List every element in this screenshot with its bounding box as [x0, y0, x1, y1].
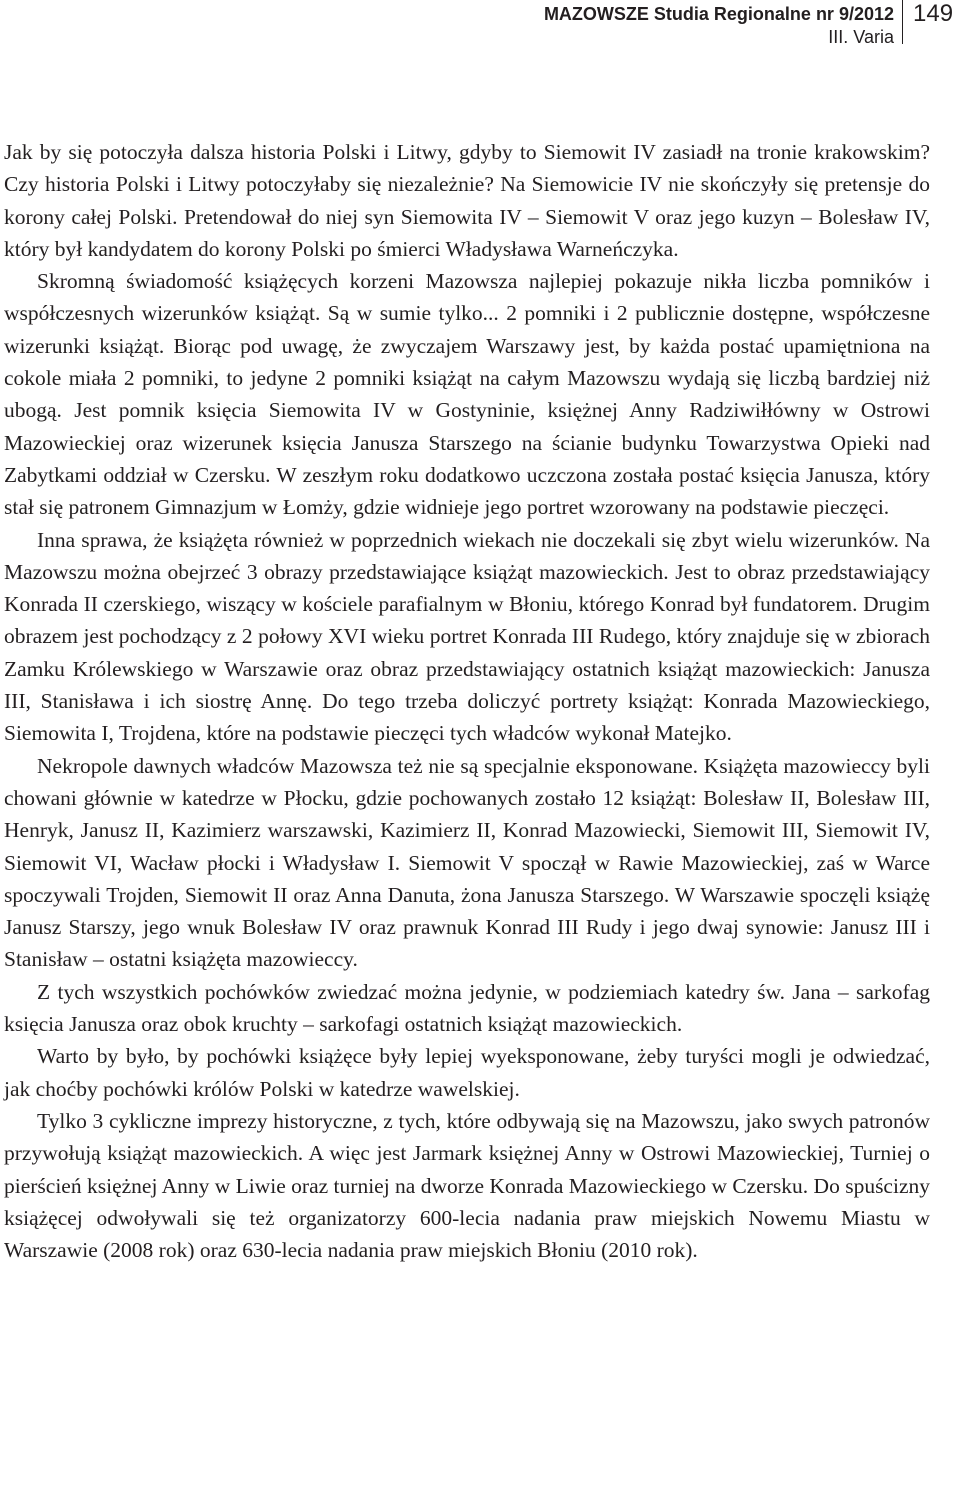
page-number: 149 [913, 0, 954, 27]
paragraph-5: Z tych wszystkich pochówków zwiedzać można jedynie, w podziemiach katedry św. Jana – sarkofag księcia Janusza oraz obok kruchty – sarkofagi ostatnich książąt mazowieckich. [4, 979, 930, 1037]
paragraph-3: Inna sprawa, że książęta również w poprzednich wiekach nie doczekali się zbyt wielu wizerunków. Na Mazowszu można obejrzeć 3 obrazy przedstawiające książąt mazowieckich. Jest to obraz przedstawiający Konrada II czerskiego, wiszący w kościele parafialnym w Błoniu, którego Konrad był fundatorem. Drugim obrazem jest pochodzący z 2 połowy XVI wieku portret Konrada III Rudego, który znajduje się w zbiorach Zamku Królewskiego w Warszawie oraz obraz przedstawiający ostatnich książąt mazowieckich: Janusza III, Stanisława i ich siostrę Annę. Do tego trzeba doliczyć portrety książąt: Konrada Mazowieckiego, Siemowita I, Trojdena, które na podstawie pieczęci tych władców wykonał Matejko. [4, 527, 930, 746]
running-header [0, 0, 960, 50]
header-text [544, 3, 894, 49]
section-name: III. Varia [828, 27, 894, 47]
paragraph-6: Warto by było, by pochówki książęce były lepiej wyeksponowane, żeby turyści mogli je odwiedzać, jak choćby pochówki królów Polski w katedrze wawelskiej. [4, 1044, 930, 1101]
header-divider [902, 0, 903, 44]
article-body [4, 136, 930, 1266]
paragraph-7: Tylko 3 cykliczne imprezy historyczne, z tych, które odbywają się na Mazowszu, jako swych patronów przywołują książąt mazowieckich. A więc jest Jarmark księżnej Anny w Ostrowi Mazowieckiej, Turniej o pierścień księżnej Anny w Liwie oraz turniej na dworze Konrada Mazowieckiego w Czersku. Do spuścizny książęcej odwoływali się też organizatorzy 600-lecia nadania praw miejskich Nowemu Miastu w Warszawie (2008 rok) oraz 630-lecia nadania praw miejskich Błoniu (2010 rok). [4, 1108, 930, 1263]
paragraph-1: Jak by się potoczyła dalsza historia Polski i Litwy, gdyby to Siemowit IV zasiadł na tronie krakowskim? Czy historia Polski i Litwy potoczyłaby się niezależnie? Na Siemowicie IV nie skończyły się pretensje do korony całej Polski. Pretendował do niej syn Siemowita IV – Siemowit V oraz jego kuzyn – Bolesław IV, który był kandydatem do korony Polski po śmierci Władysława Warneńczyka. [4, 140, 930, 261]
paragraph-2: Skromną świadomość książęcych korzeni Mazowsza najlepiej pokazuje nikła liczba pomników i współczesnych wizerunków książąt. Są w sumie tylko... 2 pomniki i 2 publicznie dostępne, współczesne wizerunki książąt. Biorąc pod uwagę, że zwyczajem Warszawy jest, by każda postać upamiętniona na cokole miała 2 pomniki, to jedyne 2 pomniki książąt na całym Mazowszu wydają się liczbą bardziej niż ubogą. Jest pomnik księcia Siemowita IV w Gostyninie, księżnej Anny Radziwiłłówny w Ostrowi Mazowieckiej oraz wizerunek księcia Janusza Starszego na ścianie budynku Towarzystwa Opieki nad Zabytkami oddział w Czersku. W zeszłym roku dodatkowo uczczona została postać księcia Janusza, który stał się patronem Gimnazjum w Łomży, gdzie widnieje jego portret wzorowany na podstawie pieczęci. [4, 269, 930, 520]
journal-title: MAZOWSZE Studia Regionalne nr 9/2012 [543, 4, 894, 24]
paragraph-4: Nekropole dawnych władców Mazowsza też nie są specjalnie eksponowane. Książęta mazowieccy byli chowani głównie w katedrze w Płocku, gdzie pochowanych zostało 12 książąt: Bolesław II, Bolesław III, Henryk, Janusz II, Kazimierz warszawski, Kazimierz II, Konrad Mazowiecki, Siemowit III, Siemowit IV, Siemowit VI, Wacław płocki i Władysław I. Siemowit V spoczął w Rawie Mazowieckiej, zaś w Warce spoczywali Trojden, Siemowit II oraz Anna Danuta, żona Janusza Starszego. W Warszawie spoczęli książę Janusz Starszy, jego wnuk Bolesław IV oraz prawnuk Konrad III Rudy i jego dwaj synowie: Janusz III i Stanisław – ostatni książęta mazowieccy. [4, 753, 930, 972]
